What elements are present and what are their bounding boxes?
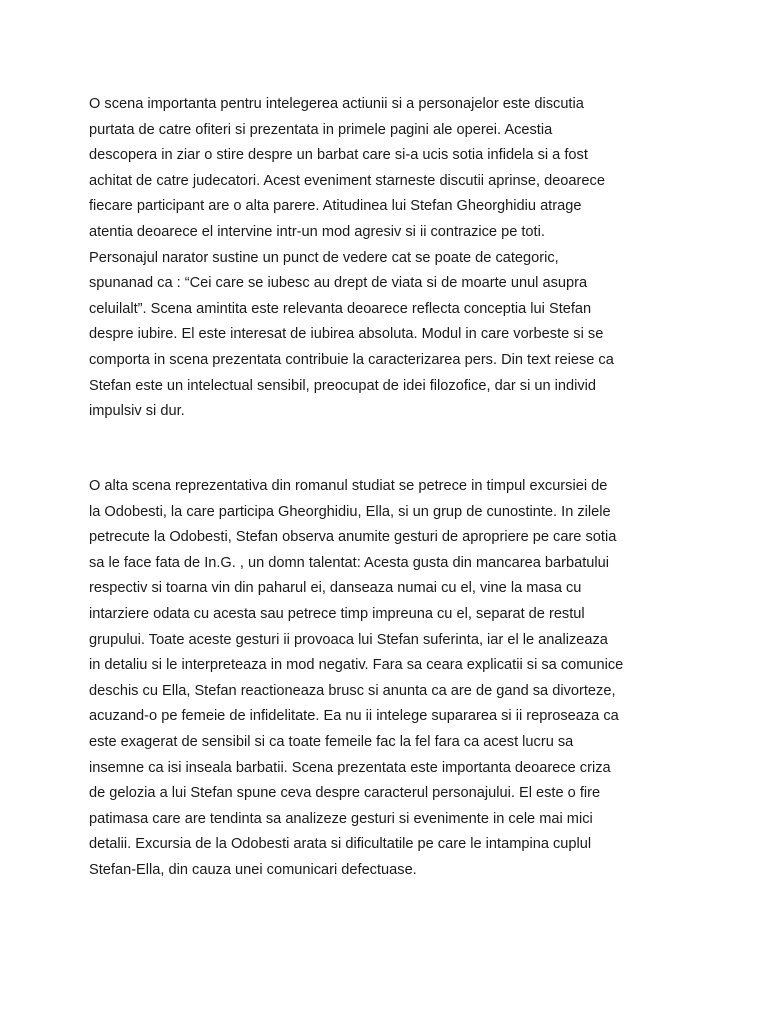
text-line: Personajul narator sustine un punct de vedere cat se poate de categoric,	[89, 249, 559, 266]
paragraph-1	[89, 92, 669, 425]
text-line: respectiv si toarna vin din paharul ei, danseaza numai cu el, vine la masa cu	[89, 580, 582, 597]
text-line: descopera in ziar o stire despre un barbat care si-a ucis sotia infidela si a fost	[89, 147, 588, 164]
text-line: de gelozia a lui Stefan spune ceva despre caracterul personajului. El este o fire	[89, 785, 601, 802]
text-line: deschis cu Ella, Stefan reactioneaza brusc si anunta ca are de gand sa divorteze,	[89, 682, 616, 699]
text-line: acuzand-o pe femeie de infidelitate. Ea nu ii intelege supararea si ii reproseaza ca	[89, 708, 619, 725]
text-line: Stefan este un intelectual sensibil, preocupat de idei filozofice, dar si un individ	[89, 377, 597, 394]
text-line: patimasa care are tendinta sa analizeze gesturi si evenimente in cele mai mici	[89, 810, 593, 827]
text-line: purtata de catre ofiteri si prezentata in primele pagini ale operei. Acestia	[89, 121, 553, 138]
text-line: Stefan-Ella, din cauza unei comunicari defectuase.	[89, 861, 417, 878]
text-line: despre iubire. El este interesat de iubirea absoluta. Modul in care vorbeste si se	[89, 326, 604, 343]
text-line: petrecute la Odobesti, Stefan observa anumite gesturi de apropriere pe care sotia	[89, 529, 617, 546]
text-line: insemne ca isi inseala barbatii. Scena prezentata este importanta deoarece criza	[89, 759, 611, 776]
text-line: detalii. Excursia de la Odobesti arata si dificultatile pe care le intampina cuplul	[89, 836, 592, 853]
text-line: achitat de catre judecatori. Acest eveniment starneste discutii aprinse, deoarece	[89, 172, 605, 189]
text-line: O scena importanta pentru intelegerea actiunii si a personajelor este discutia	[89, 96, 584, 112]
text-line: grupului. Toate aceste gesturi ii provoaca lui Stefan suferinta, iar el le analizeaza	[89, 631, 608, 648]
text-line: O alta scena reprezentativa din romanul studiat se petrece in timpul excursiei de	[89, 478, 608, 494]
text-line: la Odobesti, la care participa Gheorghidiu, Ella, si un grup de cunostinte. In zilele	[89, 503, 611, 520]
text-line: comporta in scena prezentata contribuie la caracterizarea pers. Din text reiese ca	[89, 351, 614, 368]
paragraph-2	[89, 474, 669, 884]
text-line: celuilalt”. Scena amintita este relevanta deoarece reflecta conceptia lui Stefan	[89, 300, 592, 317]
text-line: in detaliu si le interpreteaza in mod negativ. Fara sa ceara explicatii si sa comunice	[89, 657, 624, 674]
text-line: este exagerat de sensibil si ca toate femeile fac la fel fara ca acest lucru sa	[89, 733, 574, 750]
text-line: sa le face fata de In.G. , un domn talentat: Acesta gusta din mancarea barbatului	[89, 554, 610, 571]
text-line: fiecare participant are o alta parere. Atitudinea lui Stefan Gheorghidiu atrage	[89, 198, 582, 215]
text-line: intarziere odata cu acesta sau petrece timp impreuna cu el, separat de restul	[89, 605, 585, 622]
text-line: atentia deoarece el intervine intr-un mod agresiv si ii contrazice pe toti.	[89, 223, 545, 240]
text-line: impulsiv si dur.	[89, 403, 185, 420]
text-line: spunanad ca : “Cei care se iubesc au drept de viata si de moarte unul asupra	[89, 275, 588, 292]
